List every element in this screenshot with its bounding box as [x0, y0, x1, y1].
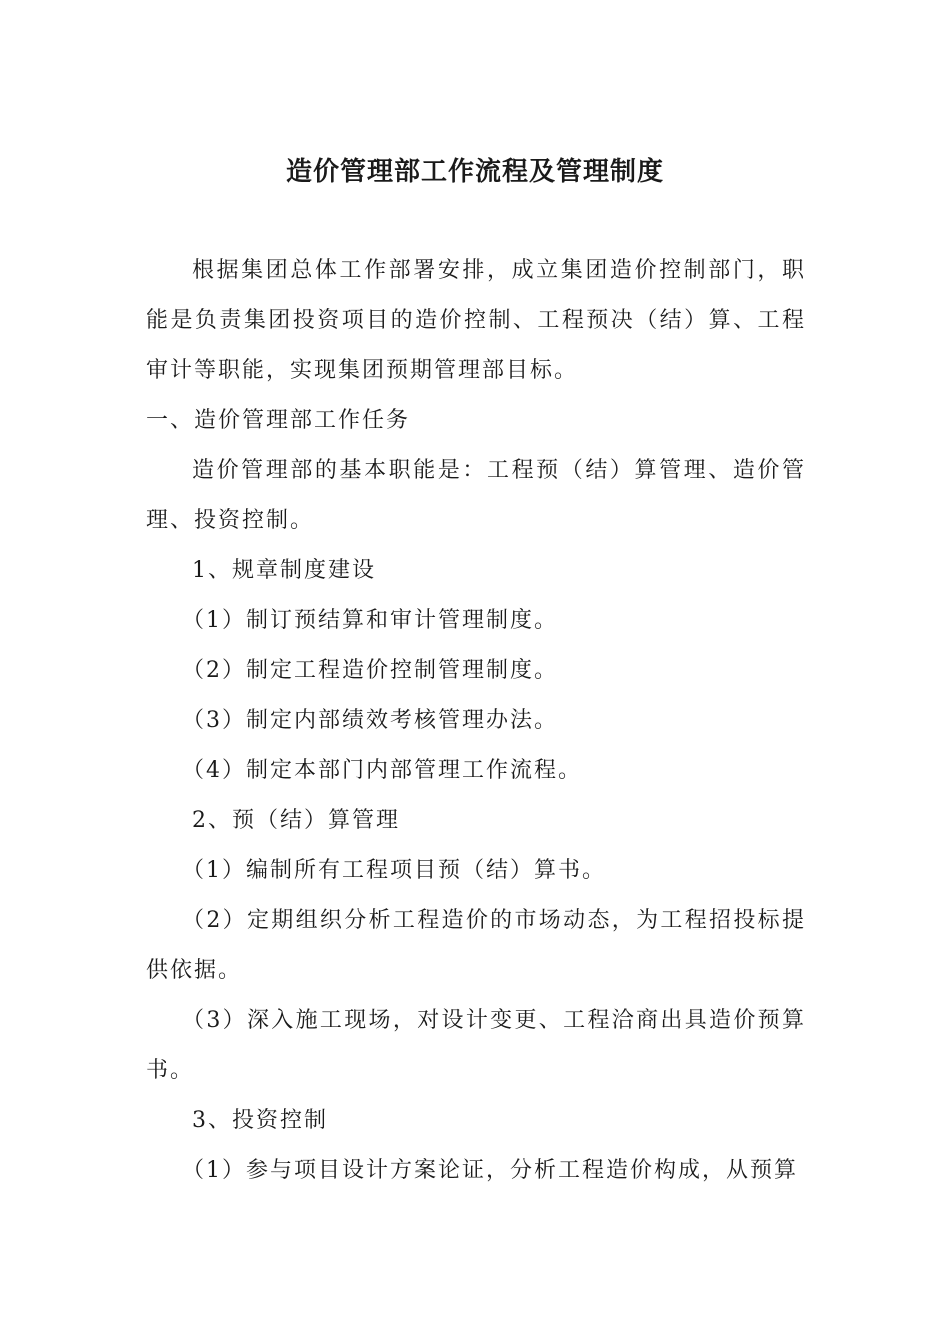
- list-item: （3）深入施工现场，对设计变更、工程洽商出具造价预算书。: [146, 1008, 806, 1083]
- intro-paragraph: 根据集团总体工作部署安排，成立集团造价控制部门，职能是负责集团投资项目的造价控制、工程预决（结）算、工程审计等职能，实现集团预期管理部目标。: [146, 258, 806, 383]
- list-item: （1）制订预结算和审计管理制度。: [182, 608, 558, 633]
- document-title: 造价管理部工作流程及管理制度: [285, 157, 664, 187]
- list-item: （1）编制所有工程项目预（结）算书。: [182, 858, 606, 883]
- document-body: [146, 246, 806, 1196]
- subsection-heading-3: 3、投资控制: [192, 1108, 328, 1133]
- list-item: （1）参与项目设计方案论证，分析工程造价构成，从预算: [182, 1158, 798, 1183]
- list-item: （2）制定工程造价控制管理制度。: [182, 658, 558, 683]
- subsection-heading-1: 1、规章制度建设: [192, 558, 376, 583]
- section-heading-1: 一、造价管理部工作任务: [146, 408, 411, 433]
- list-item: （3）制定内部绩效考核管理办法。: [182, 708, 558, 733]
- basic-functions-paragraph: 造价管理部的基本职能是：工程预（结）算管理、造价管理、投资控制。: [146, 458, 806, 533]
- list-item: （2）定期组织分析工程造价的市场动态，为工程招投标提供依据。: [146, 908, 806, 983]
- subsection-heading-2: 2、预（结）算管理: [192, 808, 400, 833]
- list-item: （4）制定本部门内部管理工作流程。: [182, 758, 582, 783]
